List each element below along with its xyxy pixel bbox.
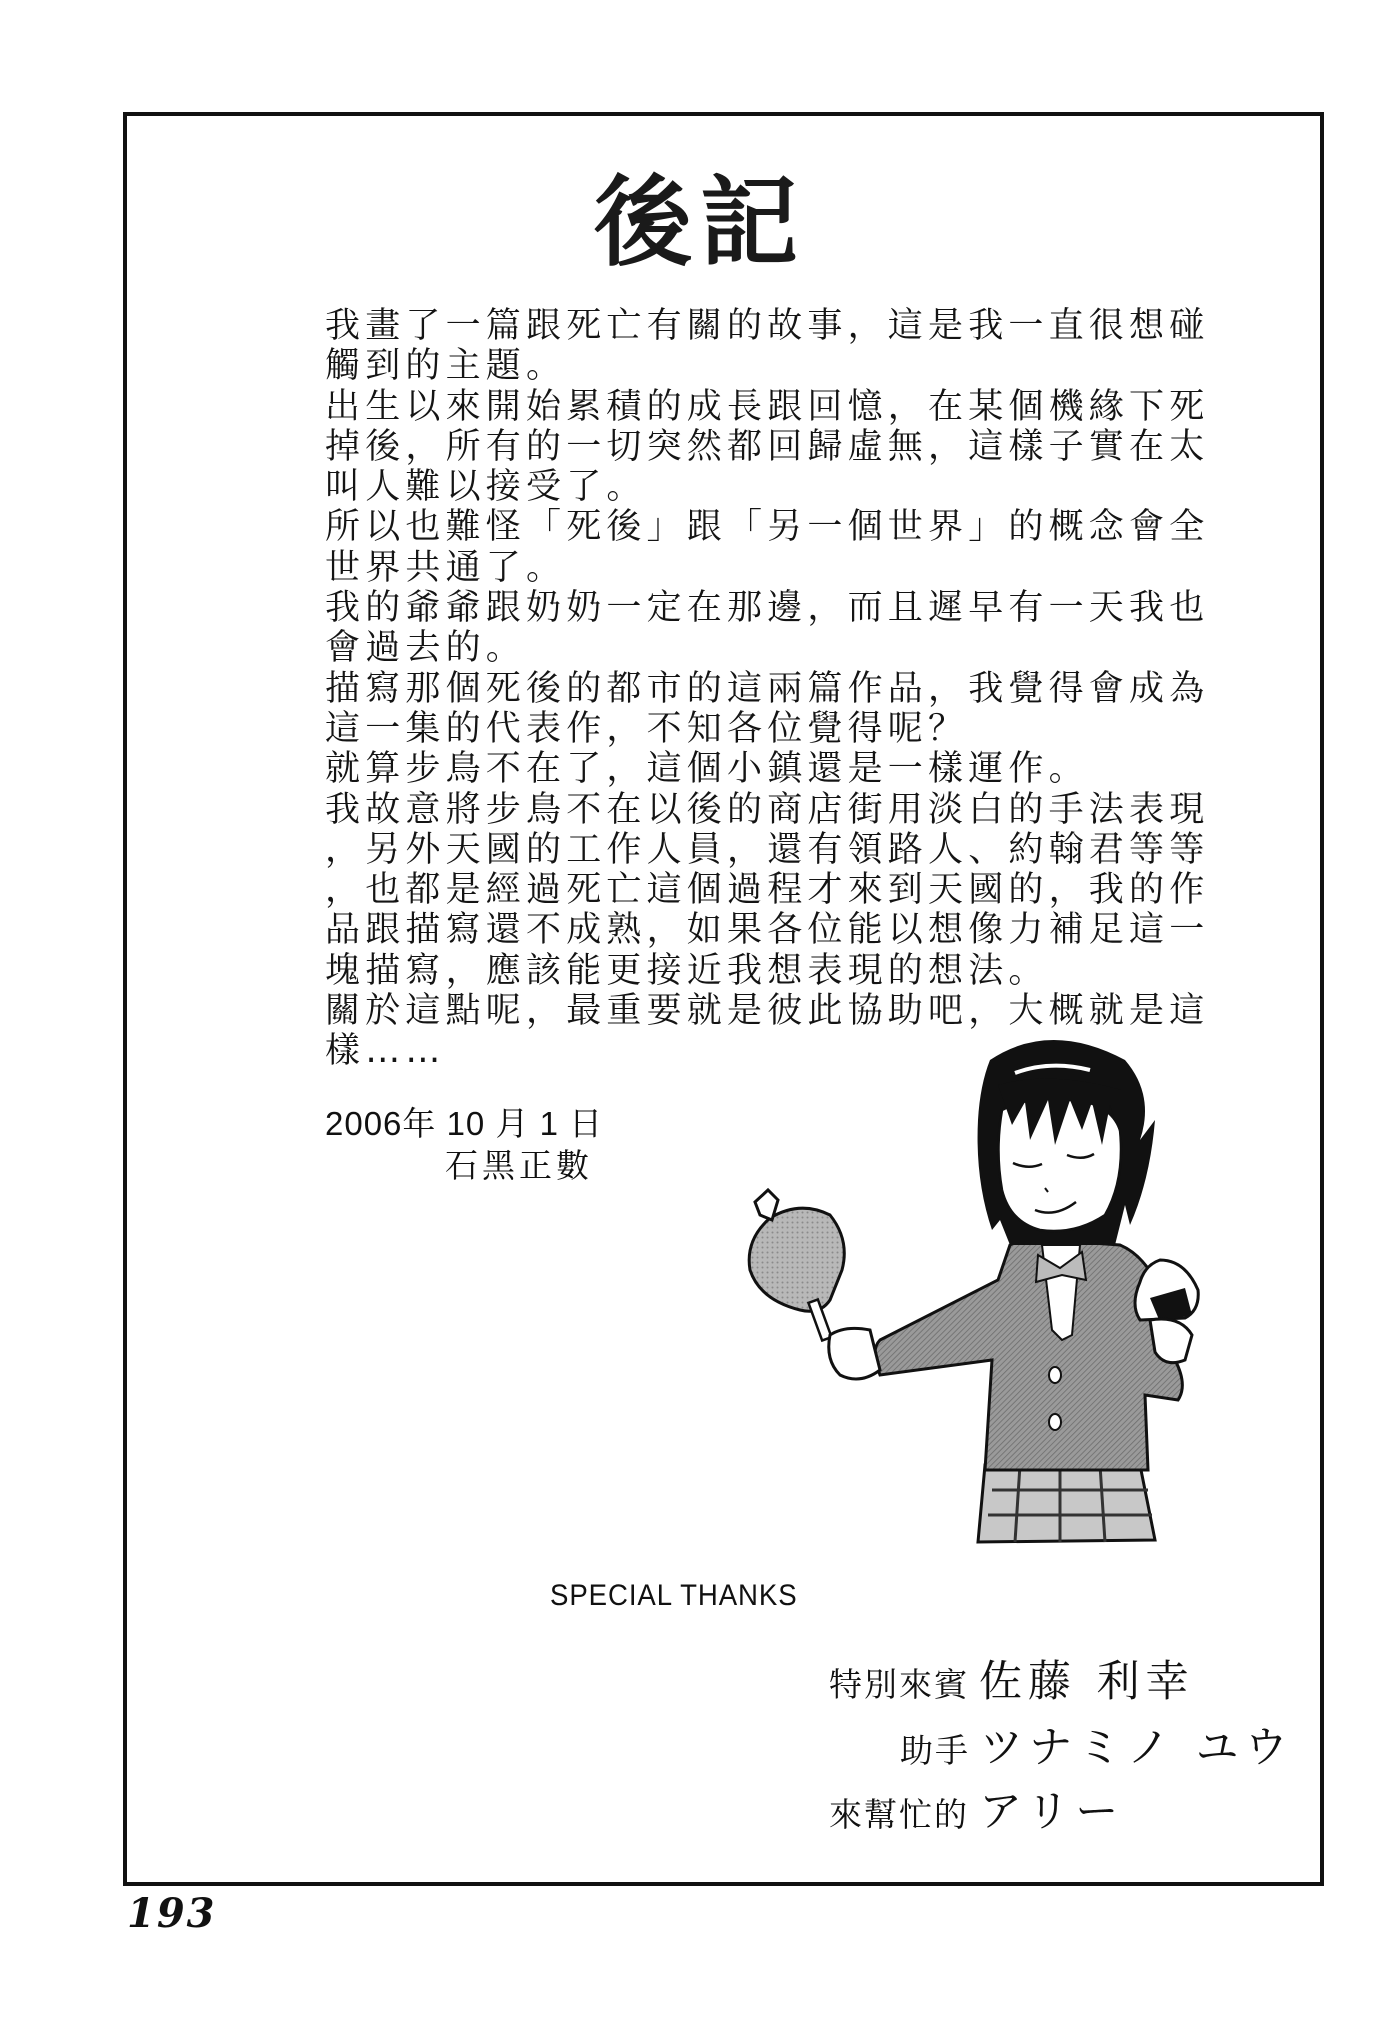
body-line: 出生以來開始累積的成長跟回憶，在某個機緣下死 [325, 386, 1210, 427]
body-line: ，另外天國的工作人員，還有領路人、約翰君等等 [325, 829, 1210, 870]
skirt-plaid [978, 1465, 1155, 1542]
body-line: 會過去的。 [325, 628, 527, 669]
body-line: 掉後，所有的一切突然都回歸虛無，這樣子實在太 [325, 426, 1210, 467]
right-hand [1150, 1319, 1192, 1363]
girl-illustration [730, 1030, 1290, 1570]
body-line: 品跟描寫還不成熟，如果各位能以想像力補足這一 [325, 910, 1210, 951]
afterword-body [325, 306, 1210, 1072]
body-line: 描寫那個死後的都市的這兩篇作品，我覺得會成為 [325, 668, 1210, 709]
credit-role: 助手 [900, 1731, 970, 1770]
credit-name: 佐藤 利幸 [979, 1657, 1195, 1707]
body-line: 叫人難以接受了。 [325, 467, 647, 508]
special-thanks-heading: SPECIAL THANKS [550, 1579, 798, 1612]
body-line: 我故意將步鳥不在以後的商店街用淡白的手法表現 [325, 789, 1210, 830]
left-hand [829, 1328, 880, 1379]
credit-entry [829, 1778, 1124, 1839]
credit-entry [829, 1648, 1195, 1709]
body-line: 觸到的主題。 [325, 346, 567, 387]
drumstick [749, 1190, 844, 1341]
body-line: 我畫了一篇跟死亡有關的故事，這是我一直很想碰 [325, 306, 1210, 346]
body-line: 所以也難怪「死後」跟「另一個世界」的概念會全 [325, 507, 1210, 548]
credit-entry [900, 1714, 1294, 1775]
body-line: 塊描寫，應該能更接近我想表現的想法。 [325, 950, 1049, 991]
body-line: 樣…… [325, 1031, 446, 1072]
credit-role: 特別來賓 [829, 1665, 969, 1704]
body-line: 這一集的代表作，不知各位覺得呢？ [325, 708, 969, 749]
body-line: ，也都是經過死亡這個過程才來到天國的，我的作 [325, 870, 1210, 911]
page-title: 後記 [593, 166, 806, 280]
blazer [875, 1238, 1182, 1470]
signature-author: 石黑正數 [445, 1146, 593, 1185]
credit-name: アリー [979, 1787, 1125, 1837]
body-line: 我的爺爺跟奶奶一定在那邊，而且遲早有一天我也 [325, 588, 1210, 629]
body-line: 關於這點呢，最重要就是彼此協助吧，大概就是這 [325, 991, 1210, 1032]
credit-role: 來幫忙的 [829, 1795, 969, 1834]
credit-name: ツナミノ ユウ [980, 1723, 1294, 1773]
signature-date: 2006年 10 月 1 日 [325, 1105, 604, 1142]
onigiri [1135, 1260, 1198, 1322]
page-number: 193 [127, 1890, 217, 1937]
body-line: 世界共通了。 [325, 547, 567, 588]
body-line: 就算步鳥不在了，這個小鎮還是一樣運作。 [325, 749, 1089, 790]
